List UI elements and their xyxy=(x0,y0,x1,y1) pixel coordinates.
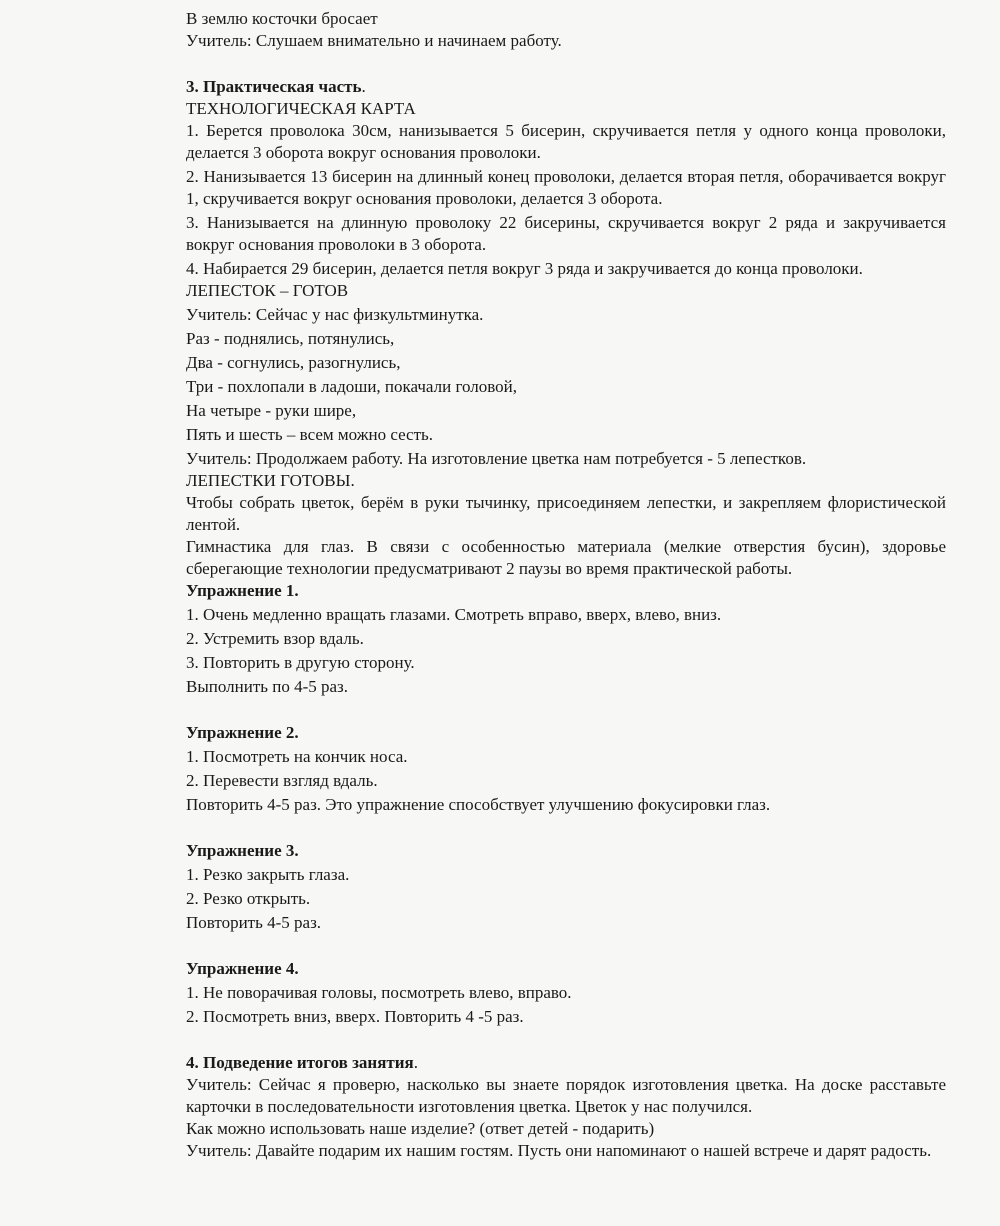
intro-line-2: Учитель: Слушаем внимательно и начинаем работу. xyxy=(186,31,562,50)
exercise-3-title: Упражнение 3. xyxy=(186,841,299,860)
exercise-1-line: 1. Очень медленно вращать глазами. Смотреть вправо, вверх, влево, вниз. xyxy=(186,605,722,624)
tech-step-1: 1. Берется проволока 30см, нанизывается 5 бисерин, скручивается петля у одного конца проволоки, делается 3 оборота вокруг основания проволоки. xyxy=(186,121,946,162)
section-4-heading-text: 4. Подведение итогов занятия xyxy=(186,1053,414,1072)
summary-question: Как можно использовать наше изделие? (ответ детей - подарить) xyxy=(186,1119,655,1138)
section-4-heading xyxy=(186,1052,946,1074)
intro-line-1: В землю косточки бросает xyxy=(186,9,378,28)
tech-step-3: 3. Нанизывается на длинную проволоку 22 бисерины, скручивается вокруг 2 ряда и закручивается вокруг основания проволоки в 3 оборота. xyxy=(186,213,946,254)
spacer xyxy=(186,816,946,838)
exercise-2-line: 1. Посмотреть на кончик носа. xyxy=(186,747,408,766)
tech-card-title: ТЕХНОЛОГИЧЕСКАЯ КАРТА xyxy=(186,99,416,118)
poem-line-4: На четыре - руки шире, xyxy=(186,401,357,420)
summary-paragraph-1: Учитель: Сейчас я проверю, насколько вы знаете порядок изготовления цветка. На доске расставьте карточки в последовательности изготовления цветка. Цветок у нас получился. xyxy=(186,1075,946,1116)
section-3-heading xyxy=(186,76,946,98)
petal-ready-line: ЛЕПЕСТОК – ГОТОВ xyxy=(186,281,349,300)
continue-work-line: Учитель: Продолжаем работу. На изготовление цветка нам потребуется - 5 лепестков. xyxy=(186,449,807,468)
poem-line-2: Два - согнулись, разогнулись, xyxy=(186,353,401,372)
section-3-heading-text: 3. Практическая часть xyxy=(186,77,362,96)
spacer xyxy=(186,698,946,720)
exercise-1-title: Упражнение 1. xyxy=(186,581,299,600)
poem-line-1: Раз - поднялись, потянулись, xyxy=(186,329,395,348)
exercise-4-title: Упражнение 4. xyxy=(186,959,299,978)
exercise-2-title: Упражнение 2. xyxy=(186,723,299,742)
exercise-1-line: 3. Повторить в другую сторону. xyxy=(186,653,415,672)
exercise-3-line: Повторить 4-5 раз. xyxy=(186,913,322,932)
summary-paragraph-3: Учитель: Давайте подарим их нашим гостям. Пусть они напоминают о нашей встрече и дарят радость. xyxy=(186,1141,932,1160)
spacer xyxy=(186,1028,946,1050)
exercise-1-line: Выполнить по 4-5 раз. xyxy=(186,677,349,696)
spacer xyxy=(186,52,946,74)
exercise-4-line: 2. Посмотреть вниз, вверх. Повторить 4 -5 раз. xyxy=(186,1007,524,1026)
exercise-3-line: 2. Резко открыть. xyxy=(186,889,311,908)
document-body xyxy=(186,8,946,1162)
poem-line-5: Пять и шесть – всем можно сесть. xyxy=(186,425,434,444)
poem-line-3: Три - похлопали в ладоши, покачали головой, xyxy=(186,377,518,396)
tech-step-4: 4. Набирается 29 бисерин, делается петля вокруг 3 ряда и закручивается до конца проволоки. xyxy=(186,259,863,278)
exercise-1-line: 2. Устремить взор вдаль. xyxy=(186,629,364,648)
petals-ready-line: ЛЕПЕСТКИ ГОТОВЫ. xyxy=(186,471,355,490)
section-4-heading-dot: . xyxy=(413,1053,419,1072)
spacer xyxy=(186,934,946,956)
section-3-heading-dot: . xyxy=(361,77,366,96)
exercise-2-line: 2. Перевести взгляд вдаль. xyxy=(186,771,378,790)
exercise-2-line: Повторить 4-5 раз. Это упражнение способствует улучшению фокусировки глаз. xyxy=(186,795,771,814)
exercise-4-line: 1. Не поворачивая головы, посмотреть влево, вправо. xyxy=(186,983,572,1002)
assemble-paragraph: Чтобы собрать цветок, берём в руки тычинку, присоединяем лепестки, и закрепляем флористической лентой. xyxy=(186,493,946,534)
tech-step-2: 2. Нанизывается 13 бисерин на длинный конец проволоки, делается вторая петля, оборачивается вокруг 1, скручивается вокруг основания проволоки, делается 3 оборота. xyxy=(186,167,946,208)
eye-gym-paragraph: Гимнастика для глаз. В связи с особенностью материала (мелкие отверстия бусин), здоровье сберегающие технологии предусматривают 2 паузы во время практической работы. xyxy=(186,537,946,578)
exercise-3-line: 1. Резко закрыть глаза. xyxy=(186,865,350,884)
physical-minute-intro: Учитель: Сейчас у нас физкультминутка. xyxy=(186,305,484,324)
